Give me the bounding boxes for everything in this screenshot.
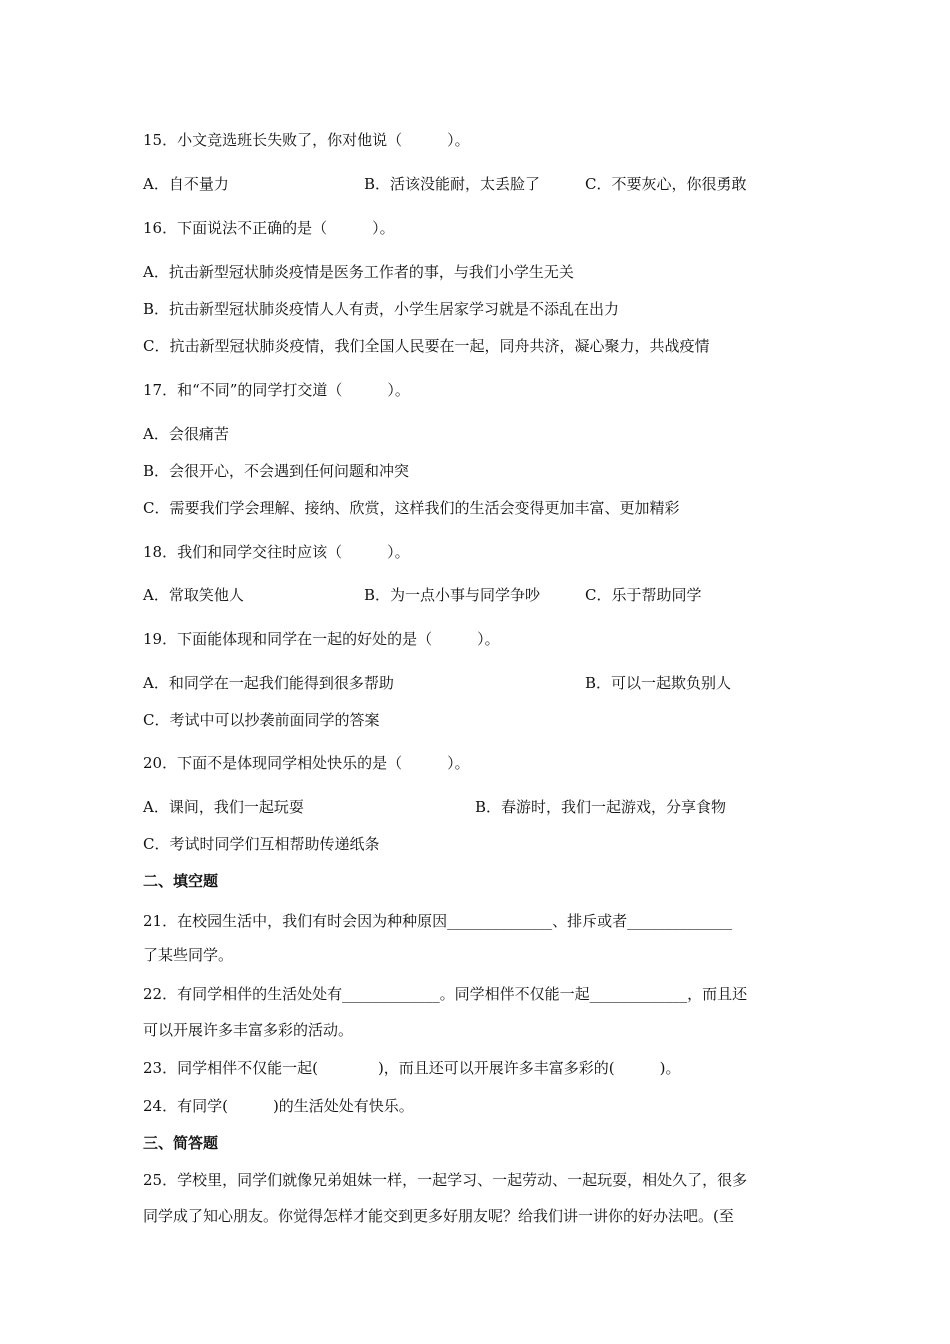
question-20-option-a: A．课间，我们一起玩耍 (143, 798, 304, 816)
question-25-line-1: 25．学校里，同学们就像兄弟姐妹一样，一起学习、一起劳动、一起玩耍，相处久了，很多 (143, 1171, 748, 1189)
section-heading-fill-in: 二、填空题 (143, 872, 219, 890)
question-20-option-b: B．春游时，我们一起游戏，分享食物 (475, 798, 727, 816)
question-16-stem: 16．下面说法不正确的是（ ）。 (143, 219, 395, 237)
question-16-option-b: B．抗击新型冠状肺炎疫情人人有责，小学生居家学习就是不添乱在出力 (143, 300, 620, 318)
question-19-option-a: A．和同学在一起我们能得到很多帮助 (143, 674, 394, 692)
question-15-option-c: C．不要灰心，你很勇敢 (585, 175, 747, 193)
question-19-option-b: B．可以一起欺负别人 (585, 674, 732, 692)
question-24: 24．有同学( )的生活处处有快乐。 (143, 1097, 414, 1115)
question-18-option-c: C．乐于帮助同学 (585, 586, 702, 604)
question-18-stem: 18．我们和同学交往时应该（ ）。 (143, 543, 410, 561)
question-17-option-c: C．需要我们学会理解、接纳、欣赏，这样我们的生活会变得更加丰富、更加精彩 (143, 499, 680, 517)
question-15-option-a: A．自不量力 (143, 175, 229, 193)
question-22-line-2: 可以开展许多丰富多彩的活动。 (143, 1021, 354, 1039)
question-15-option-b: B．活该没能耐，太丢脸了 (364, 175, 541, 193)
question-17-stem: 17．和“不同”的同学打交道（ ）。 (143, 381, 410, 399)
question-20-stem: 20．下面不是体现同学相处快乐的是（ ）。 (143, 754, 470, 772)
question-21-line-2: 了某些同学。 (143, 946, 234, 964)
question-17-option-b: B．会很开心，不会遇到任何问题和冲突 (143, 462, 410, 480)
question-19-option-c: C．考试中可以抄袭前面同学的答案 (143, 711, 380, 729)
question-18-option-b: B．为一点小事与同学争吵 (364, 586, 541, 604)
question-23: 23．同学相伴不仅能一起( )，而且还可以开展许多丰富多彩的( )。 (143, 1059, 681, 1077)
question-25-line-2: 同学成了知心朋友。你觉得怎样才能交到更多好朋友呢？给我们讲一讲你的好办法吧。(至 (143, 1207, 734, 1225)
question-22-line-1: 22．有同学相伴的生活处处有_____________。同学相伴不仅能一起_____________，而且还 (143, 985, 748, 1003)
question-16-option-a: A．抗击新型冠状肺炎疫情是医务工作者的事，与我们小学生无关 (143, 263, 574, 281)
question-17-option-a: A．会很痛苦 (143, 425, 229, 443)
question-16-option-c: C．抗击新型冠状肺炎疫情，我们全国人民要在一起，同舟共济，凝心聚力，共战疫情 (143, 337, 710, 355)
section-heading-short-answer: 三、简答题 (143, 1134, 219, 1152)
question-18-option-a: A．常取笑他人 (143, 586, 244, 604)
question-19-stem: 19．下面能体现和同学在一起的好处的是（ ）。 (143, 630, 500, 648)
question-15-stem: 15．小文竞选班长失败了，你对他说（ ）。 (143, 131, 470, 149)
question-21-line-1: 21．在校园生活中，我们有时会因为种种原因______________、排斥或者______________ (143, 912, 733, 930)
question-20-option-c: C．考试时同学们互相帮助传递纸条 (143, 835, 380, 853)
